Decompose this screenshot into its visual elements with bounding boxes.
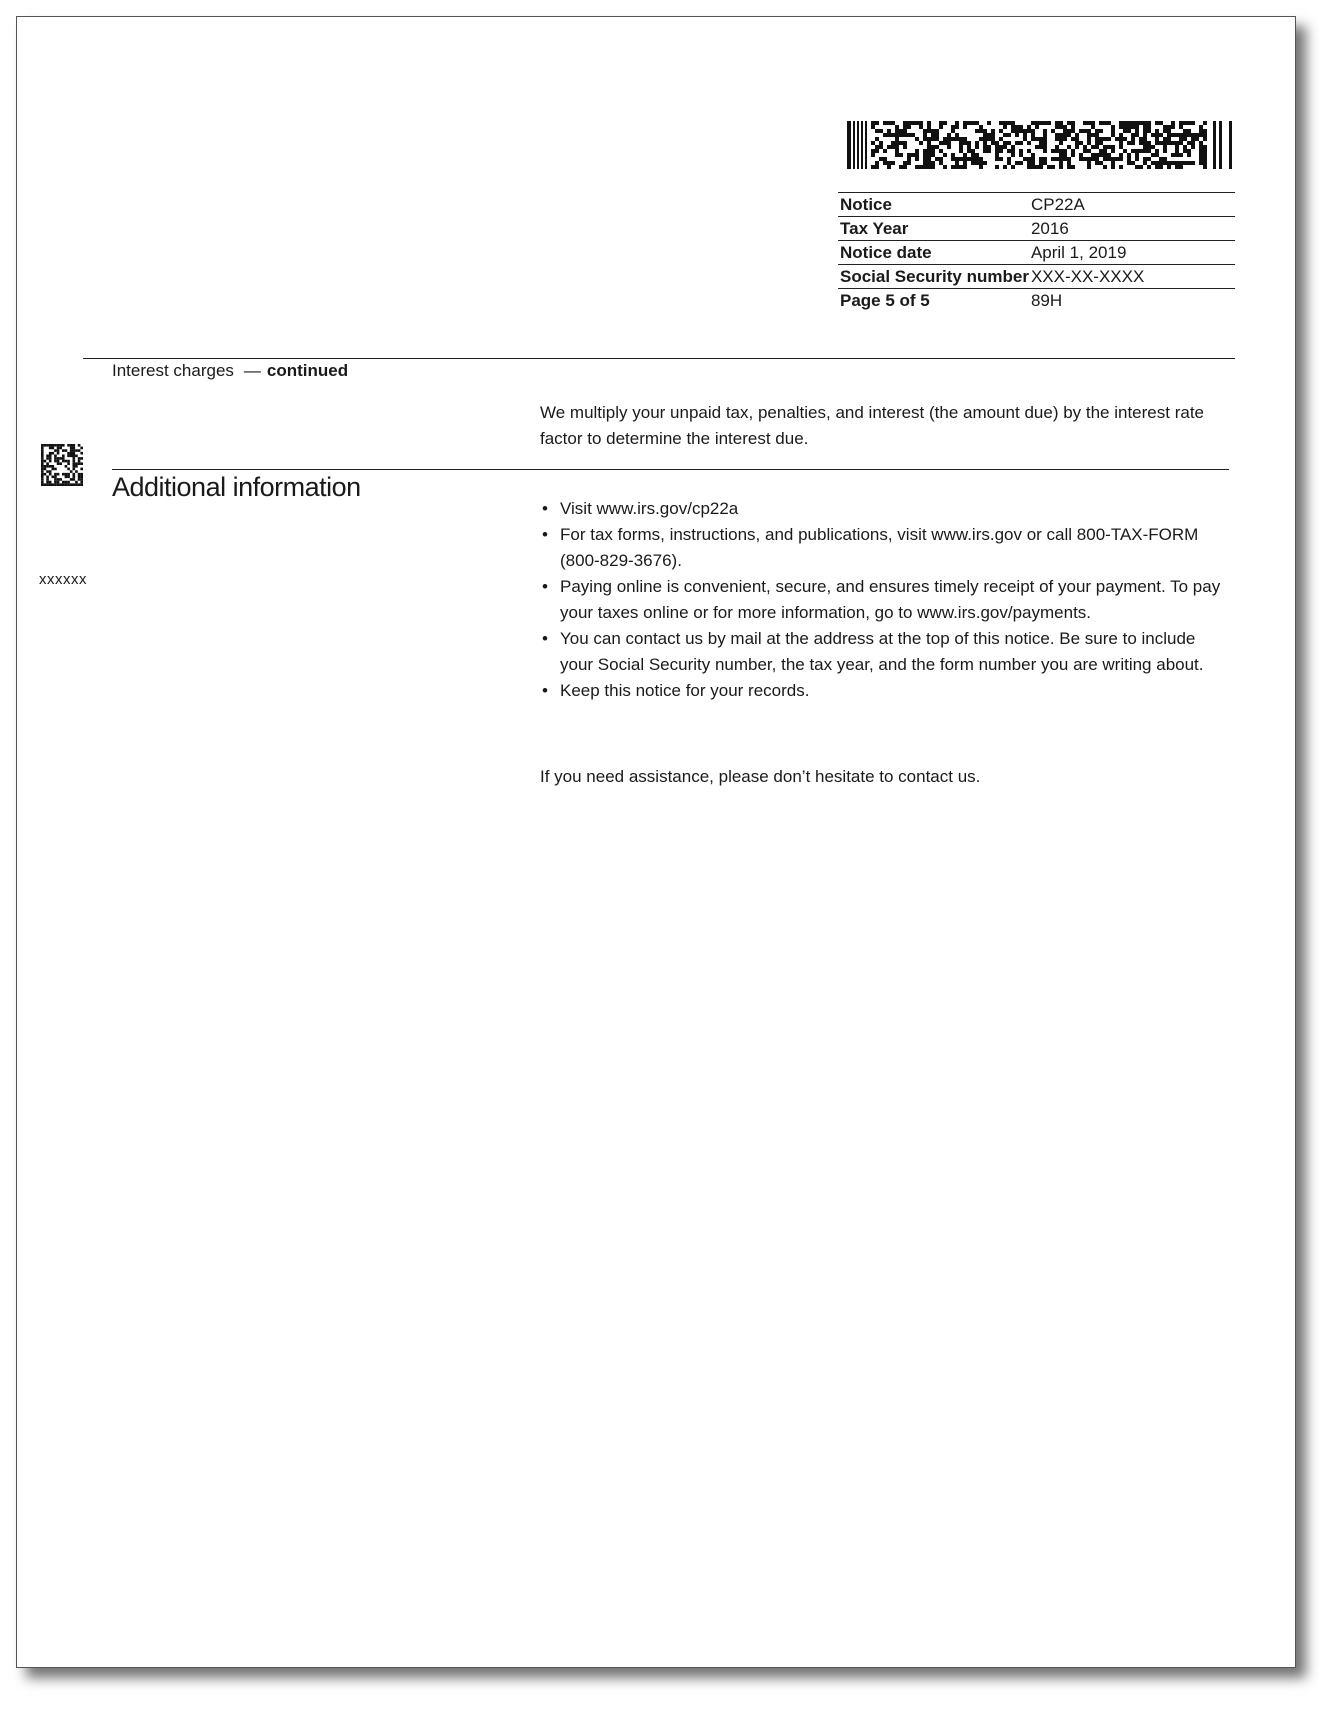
- notice-value: CP22A: [1029, 193, 1235, 217]
- continued-label: continued: [266, 361, 349, 380]
- section-divider: [112, 469, 1229, 470]
- notice-date-value: April 1, 2019: [1029, 241, 1235, 265]
- section-divider: [83, 358, 1235, 359]
- bullet-text: For tax forms, instructions, and publications, visit www.irs.gov or call 800-TAX-FORM (800-829-3676).: [560, 525, 1199, 570]
- bullet-text: You can contact us by mail at the address at the top of this notice. Be sure to include your Social Security number, the tax year, and the form number you are writing about.: [560, 629, 1204, 674]
- page-row: [838, 289, 1235, 313]
- list-item: [540, 678, 1230, 704]
- page-label: Page 5 of 5: [838, 289, 1029, 313]
- tax-year-value: 2016: [1029, 217, 1235, 241]
- bullet-text: Keep this notice for your records.: [560, 681, 810, 700]
- ssn-value: XXX-XX-XXXX: [1029, 265, 1235, 289]
- info-bullet-list: [540, 496, 1230, 704]
- datamatrix-icon: [41, 444, 83, 486]
- section-label: Interest charges: [112, 361, 234, 380]
- side-code: xxxxxx: [39, 571, 87, 588]
- section-continued-header: [112, 361, 348, 381]
- interest-paragraph: We multiply your unpaid tax, penalties, and interest (the amount due) by the interest rate factor to determine the interest due.: [540, 403, 1204, 448]
- section-heading: Additional information: [112, 472, 361, 502]
- list-item: [540, 522, 1230, 574]
- page-value: 89H: [1029, 289, 1235, 313]
- list-item: [540, 496, 1230, 522]
- tax-year-label: Tax Year: [838, 217, 1029, 241]
- notice-date-row: [838, 241, 1235, 265]
- tax-year-row: [838, 217, 1235, 241]
- ssn-row: [838, 265, 1235, 289]
- list-item: [540, 574, 1230, 626]
- list-item: [540, 626, 1230, 678]
- bullet-text: Visit www.irs.gov/cp22a: [560, 499, 739, 518]
- closing-text: If you need assistance, please don’t hesitate to contact us.: [540, 767, 981, 786]
- notice-date-label: Notice date: [838, 241, 1029, 265]
- bullet-text: Paying online is convenient, secure, and ensures timely receipt of your payment. To pay your taxes online or for more information, go to www.irs.gov/payments.: [560, 577, 1221, 622]
- ssn-label: Social Security number: [838, 265, 1029, 289]
- notice-row: [838, 193, 1235, 217]
- notice-page: [16, 16, 1296, 1668]
- notice-info-table: [838, 192, 1235, 312]
- barcode-icon: [847, 121, 1237, 169]
- section-dash: —: [243, 361, 261, 380]
- notice-label: Notice: [838, 193, 1029, 217]
